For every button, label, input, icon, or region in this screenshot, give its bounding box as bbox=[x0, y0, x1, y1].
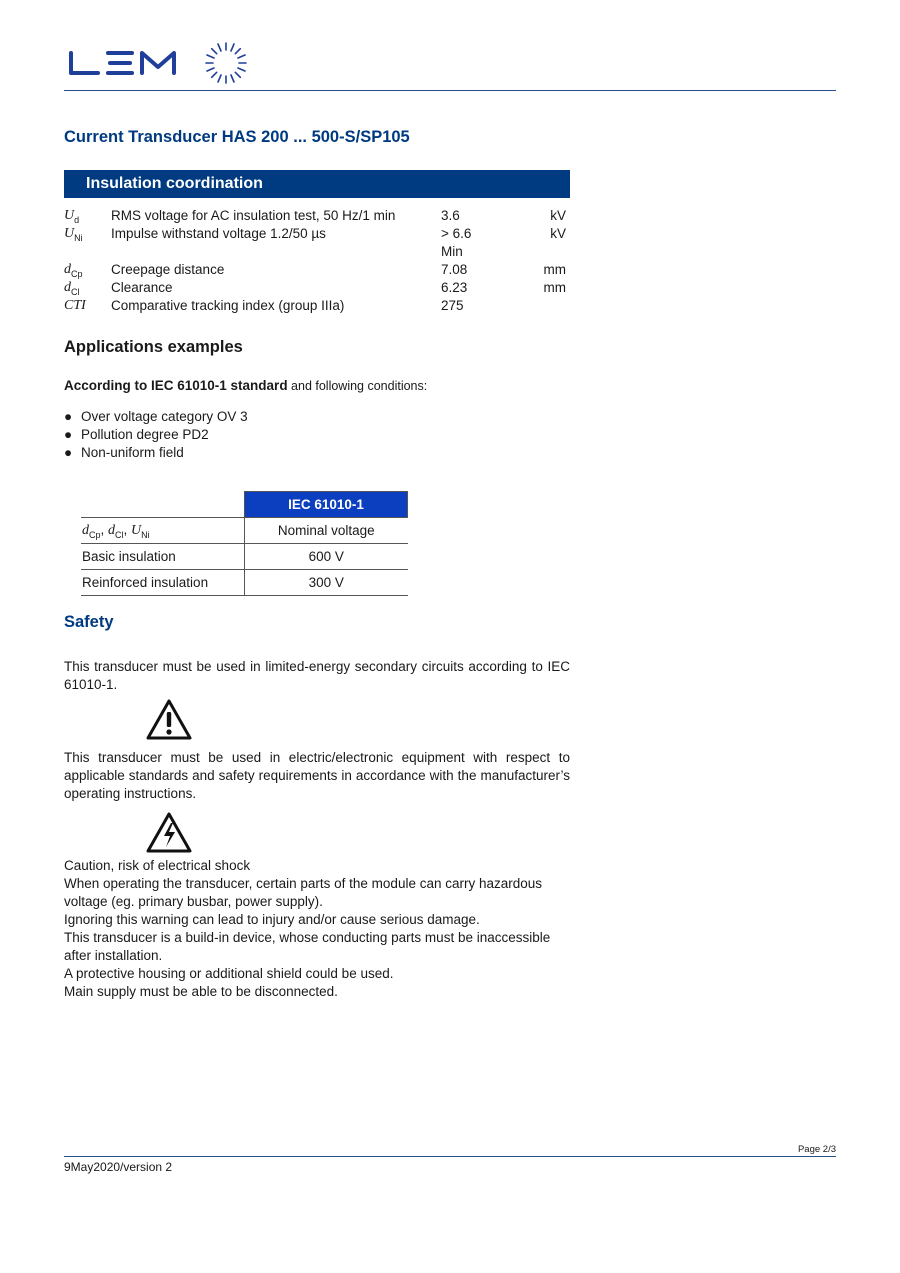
table-cell: Basic insulation bbox=[81, 544, 245, 570]
document-version: 9May2020/version 2 bbox=[64, 1160, 173, 1174]
table-row bbox=[81, 544, 408, 570]
insulation-row bbox=[64, 297, 570, 315]
list-item: ● Non-uniform field bbox=[64, 445, 184, 460]
unit: mm bbox=[543, 280, 566, 295]
value: 3.6 bbox=[441, 208, 460, 223]
description: RMS voltage for AC insulation test, 50 Hz/1 min bbox=[111, 208, 396, 223]
symbol: $d_{Cl}$ bbox=[108, 522, 124, 540]
table-cell: Nominal voltage bbox=[245, 518, 408, 544]
bullet-icon: ● bbox=[64, 445, 73, 460]
symbol: $U_{Ni}$ bbox=[64, 226, 83, 243]
table-corner-cell bbox=[81, 492, 245, 518]
safety-caution-text bbox=[64, 857, 550, 1001]
text-line: This transducer is a build-in device, whose conducting parts must be inaccessible bbox=[64, 930, 551, 945]
table-header-row bbox=[81, 492, 408, 518]
intro-bold: According to IEC 61010-1 standard bbox=[64, 378, 288, 393]
symbol: CTI bbox=[64, 298, 86, 313]
table-cell-symbols: $d_{Cp}$, $d_{Cl}$, $U_{Ni}$ bbox=[81, 518, 245, 544]
unit: kV bbox=[550, 226, 566, 241]
bullet-icon: ● bbox=[64, 427, 73, 442]
text-line: after installation. bbox=[64, 948, 163, 963]
table-row bbox=[81, 518, 408, 544]
lem-logo-graphic bbox=[68, 40, 248, 86]
document-title: Current Transducer HAS 200 ... 500-S/SP105 bbox=[64, 128, 410, 146]
conditions-list bbox=[64, 408, 248, 462]
list-item: ● Pollution degree PD2 bbox=[64, 427, 209, 442]
description: Creepage distance bbox=[111, 262, 225, 277]
electric-shock-icon bbox=[145, 811, 193, 854]
value: 7.08 bbox=[441, 262, 468, 277]
text-line: Ignoring this warning can lead to injury and/or cause serious damage. bbox=[64, 912, 480, 927]
value: 6.23 bbox=[441, 280, 468, 295]
text-line: When operating the transducer, certain parts of the module can carry hazardous bbox=[64, 876, 543, 891]
footer-divider bbox=[64, 1156, 836, 1157]
insulation-section-header: Insulation coordination bbox=[64, 170, 570, 198]
symbol: $d_{Cp}$ bbox=[64, 262, 83, 279]
applications-intro bbox=[64, 377, 427, 395]
table-cell: Reinforced insulation bbox=[81, 570, 245, 596]
symbol: $U_{Ni}$ bbox=[131, 522, 150, 540]
iec-table bbox=[81, 491, 408, 596]
table-header-cell: IEC 61010-1 bbox=[245, 492, 408, 518]
description: Impulse withstand voltage 1.2/50 µs bbox=[111, 226, 326, 241]
text-line: Caution, risk of electrical shock bbox=[64, 858, 251, 873]
insulation-row bbox=[64, 207, 570, 225]
intro-rest: and following conditions: bbox=[287, 379, 428, 393]
insulation-row-continuation bbox=[64, 243, 570, 261]
description: Comparative tracking index (group IIIa) bbox=[111, 298, 345, 313]
value-qualifier: Min bbox=[441, 244, 463, 259]
text-line: voltage (eg. primary busbar, power supply). bbox=[64, 894, 323, 909]
value: > 6.6 bbox=[441, 226, 472, 241]
insulation-row bbox=[64, 279, 570, 297]
warning-triangle-icon bbox=[145, 698, 193, 741]
insulation-row bbox=[64, 261, 570, 279]
safety-paragraph: This transducer must be used in electric/electronic equipment with respect to applicable standards and safety requirements in accordance with the manufacturer’s operating instructions. bbox=[64, 750, 570, 801]
text-line: A protective housing or additional shield could be used. bbox=[64, 966, 394, 981]
safety-heading: Safety bbox=[64, 613, 114, 631]
table-row bbox=[81, 570, 408, 596]
applications-heading: Applications examples bbox=[64, 338, 243, 356]
text-line: Main supply must be able to be disconnected. bbox=[64, 984, 338, 999]
description: Clearance bbox=[111, 280, 173, 295]
safety-paragraph: This transducer must be used in limited-energy secondary circuits according to IEC 61010-1. bbox=[64, 659, 570, 692]
page-number: Page 2/3 bbox=[797, 1144, 836, 1155]
table-cell: 300 V bbox=[245, 570, 408, 596]
header-divider bbox=[64, 90, 836, 91]
lem-logo bbox=[68, 40, 248, 86]
insulation-row bbox=[64, 225, 570, 243]
unit: kV bbox=[550, 208, 566, 223]
bullet-icon: ● bbox=[64, 409, 73, 424]
value: 275 bbox=[441, 298, 464, 313]
list-item: ● Over voltage category OV 3 bbox=[64, 409, 248, 424]
symbol: $U_d$ bbox=[64, 208, 80, 225]
symbol: $d_{Cp}$ bbox=[82, 522, 101, 540]
unit: mm bbox=[543, 262, 566, 277]
table-cell: 600 V bbox=[245, 544, 408, 570]
symbol: $d_{Cl}$ bbox=[64, 280, 80, 297]
